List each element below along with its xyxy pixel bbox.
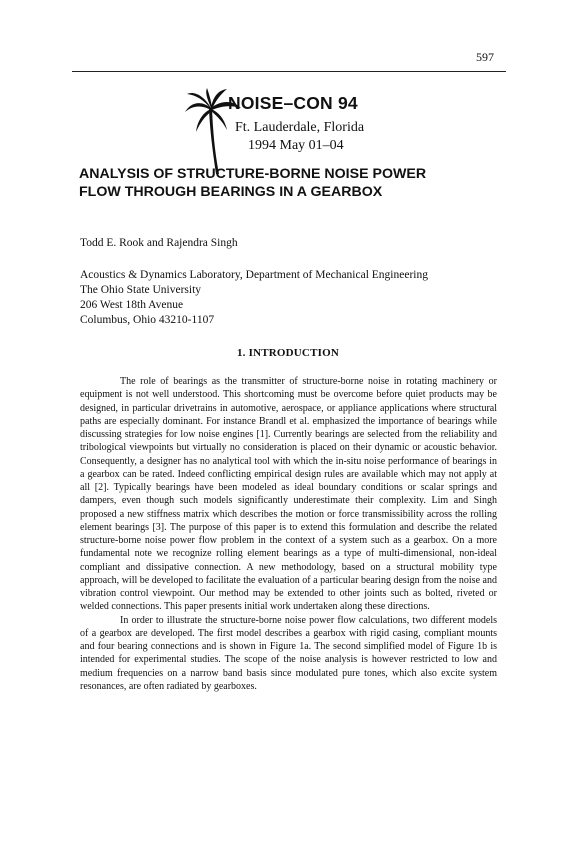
affiliation-line: Columbus, Ohio 43210-1107: [80, 314, 215, 326]
paragraph: The role of bearings as the transmitter of structure-borne noise in rotating machinery or equipment is not well understood. This shortcoming must be overcome before quiet products may be designed, in particular drivetrains in automotive, aerospace, or appliance applications where structural paths are especially dominant. For instance Brandl et al. emphasized the importance of bearings while discussing strategies for low noise engines [1]. Currently bearings are selected from the reliability and tribological viewpoints but virtually no consideration is placed on their dynamic or acoustic behavior. Consequently, a designer has no analytical tool with which the in-situ noise performance of bearings in a gearbox can be rated. Indeed conflicting empirical design rules are available which may not apply at all [2]. Typically bearings have been modeled as ideal boundary conditions or scalar springs and dampers, even though such models significantly underestimate their complexity. Lim and Singh proposed a new stiffness matrix which describes the motion or force transmissibility across the rolling element bearings [3]. The purpose of this paper is to extend this formulation and describe the related structure-borne noise power flow problem in the context of a system such as a gearbox. On a more fundamental note we recognize rolling element bearings as a type of multi-dimensional, non-ideal compliant and dissipative connection. A new methodology, based on a structural mobility type approach, will be developed to facilitate the evaluation of a particular bearing design from the noise and vibration control viewpoint. Our method may be extended to other joints such as bolted, riveted or welded connections. This paper presents initial work undertaken along these directions.: [80, 376, 497, 613]
paper-title-line: ANALYSIS OF STRUCTURE-BORNE NOISE POWER: [79, 166, 427, 182]
affiliation: [80, 268, 428, 328]
authors: Todd E. Rook and Rajendra Singh: [80, 237, 238, 249]
paragraph: In order to illustrate the structure-borne noise power flow calculations, two different models of a gearbox are developed. The first model describes a gearbox with rigid casing, compliant mounts and four bearing connections and is shown in Figure 1a. The second simplified model of Figure 1b is intended for experimental studies. The scope of the noise analysis is however restricted to low and medium frequencies on a narrow band basis since modulated pure tones, which also excite system resonances, are often radiated by gearboxes.: [80, 614, 497, 692]
paper-title: [79, 165, 499, 201]
affiliation-line: 206 West 18th Avenue: [80, 299, 184, 311]
conference-date: 1994 May 01–04: [248, 138, 344, 153]
affiliation-line: Acoustics & Dynamics Laboratory, Department of Mechanical Engineering: [80, 269, 428, 281]
section-heading: 1. INTRODUCTION: [236, 347, 339, 359]
paper-title-line: FLOW THROUGH BEARINGS IN A GEARBOX: [79, 184, 383, 200]
body-text: [80, 375, 497, 693]
affiliation-line: The Ohio State University: [80, 284, 202, 296]
conference-name: NOISE–CON 94: [228, 93, 358, 113]
conference-location: Ft. Lauderdale, Florida: [235, 120, 365, 135]
page-number: 597: [476, 50, 494, 64]
header-rule: [72, 71, 506, 72]
